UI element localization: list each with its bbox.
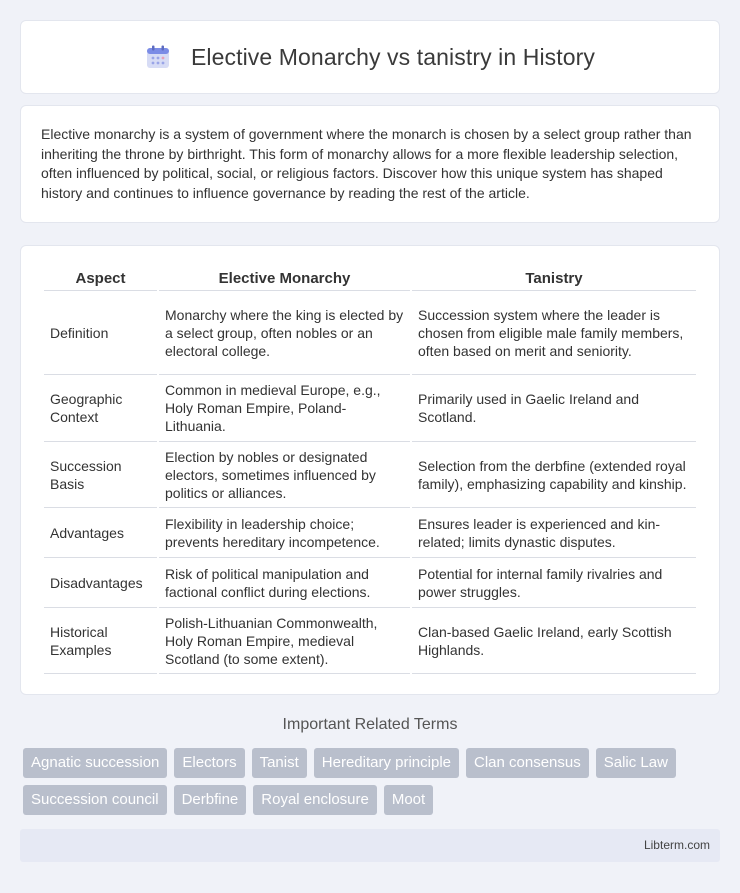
column-header-tanistry: Tanistry [412, 266, 696, 291]
tanistry-cell: Primarily used in Gaelic Ireland and Scotland. [412, 375, 696, 442]
tag-tanist[interactable]: Tanist [252, 748, 307, 778]
tanistry-cell: Clan-based Gaelic Ireland, early Scottish Highlands. [412, 608, 696, 674]
tag-clan-consensus[interactable]: Clan consensus [466, 748, 589, 778]
tanistry-cell: Succession system where the leader is chosen from eligible male family members, often based on merit and seniority. [412, 291, 696, 375]
table-row [44, 608, 696, 674]
comparison-table-card [20, 245, 720, 695]
footer [20, 829, 720, 862]
header-card [20, 20, 720, 94]
tag-moot[interactable]: Moot [384, 785, 433, 815]
tanistry-cell: Ensures leader is experienced and kin-related; limits dynastic disputes. [412, 508, 696, 558]
aspect-cell: Advantages [44, 508, 157, 558]
comparison-table [42, 266, 698, 674]
aspect-cell: Definition [44, 291, 157, 375]
column-header-aspect: Aspect [44, 266, 157, 291]
table-row [44, 508, 696, 558]
tag-hereditary-principle[interactable]: Hereditary principle [314, 748, 459, 778]
table-row [44, 375, 696, 442]
column-header-elective-monarchy: Elective Monarchy [159, 266, 410, 291]
tag-salic-law[interactable]: Salic Law [596, 748, 676, 778]
elective-cell: Election by nobles or designated electors, sometimes influenced by politics or alliances. [159, 442, 410, 508]
related-terms-title: Important Related Terms [282, 716, 458, 733]
tag-succession-council[interactable]: Succession council [23, 785, 167, 815]
tag-agnatic-succession[interactable]: Agnatic succession [23, 748, 167, 778]
aspect-cell: Disadvantages [44, 558, 157, 608]
tanistry-cell: Potential for internal family rivalries and power struggles. [412, 558, 696, 608]
aspect-cell: Geographic Context [44, 375, 157, 442]
tag-electors[interactable]: Electors [174, 748, 244, 778]
table-row [44, 291, 696, 375]
tag-derbfine[interactable]: Derbfine [174, 785, 247, 815]
tanistry-cell: Selection from the derbfine (extended royal family), emphasizing capability and kinship. [412, 442, 696, 508]
aspect-cell: Succession Basis [44, 442, 157, 508]
footer-site-link[interactable]: Libterm.com [643, 838, 710, 852]
elective-cell: Common in medieval Europe, e.g., Holy Roman Empire, Poland-Lithuania. [159, 375, 410, 442]
elective-cell: Risk of political manipulation and factional conflict during elections. [159, 558, 410, 608]
related-terms-list [23, 748, 723, 815]
elective-cell: Monarchy where the king is elected by a select group, often nobles or an electoral college. [159, 291, 410, 375]
page-title: Elective Monarchy vs tanistry in History [190, 43, 596, 70]
tag-royal-enclosure[interactable]: Royal enclosure [253, 785, 377, 815]
elective-cell: Flexibility in leadership choice; prevents hereditary incompetence. [159, 508, 410, 558]
intro-text: Elective monarchy is a system of government where the monarch is chosen by a select group rather than inheriting the throne by birthright. This form of monarchy allows for a more flexible leadership selection, often influenced by political, social, or religious factors. Discover how this unique system has shaped history and continues to influence governance by reading the rest of the article. [41, 126, 692, 201]
table-row [44, 442, 696, 508]
calendar-icon [145, 44, 171, 70]
elective-cell: Polish-Lithuanian Commonwealth, Holy Roman Empire, medieval Scotland (to some extent). [159, 608, 410, 674]
aspect-cell: Historical Examples [44, 608, 157, 674]
intro-card [20, 105, 720, 223]
table-row [44, 558, 696, 608]
table-header-row [44, 266, 696, 291]
